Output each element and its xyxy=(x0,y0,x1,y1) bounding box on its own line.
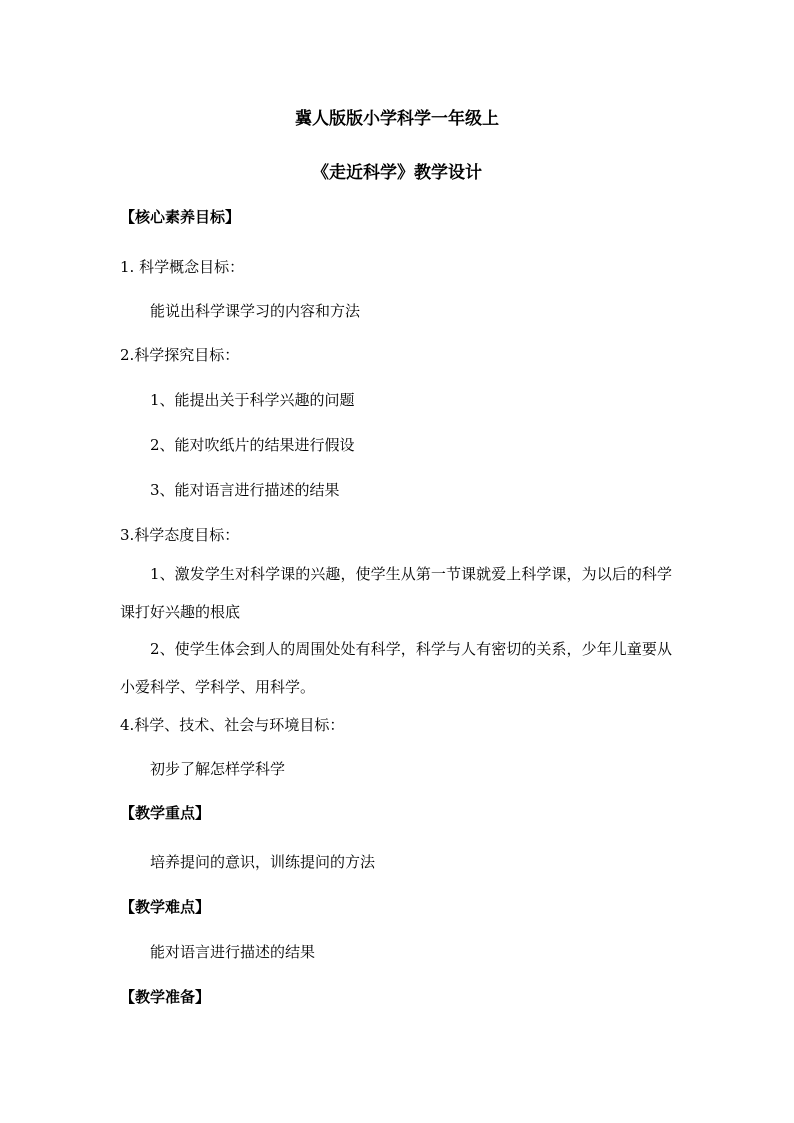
key-points-text: 培养提问的意识，训练提问的方法 xyxy=(150,853,376,871)
difficulties-text: 能对语言进行描述的结果 xyxy=(150,943,316,961)
item3-point-2: 2、使学生体会到人的周围处处有科学，科学与人有密切的关系，少年儿童要从小爱科学、学科学、用科学。 xyxy=(120,640,672,696)
item3-label: 3.科学态度目标： xyxy=(120,526,240,544)
item1-label: 1. 科学概念目标： xyxy=(120,258,245,276)
item3-point-1: 1、激发学生对科学课的兴趣，使学生从第一节课就爱上科学课，为以后的科学课打好兴趣的根底 xyxy=(120,565,672,621)
item2-point-1: 1、能提出关于科学兴趣的问题 xyxy=(150,391,355,409)
section-heading-core-goals: 【核心素养目标】 xyxy=(120,208,241,226)
section-heading-key-points: 【教学重点】 xyxy=(120,804,211,822)
item2-point-2: 2、能对吹纸片的结果进行假设 xyxy=(150,436,355,454)
item1-text: 能说出科学课学习的内容和方法 xyxy=(150,302,361,320)
item4-label: 4.科学、技术、社会与环境目标： xyxy=(120,716,345,734)
document-subtitle: 《走近科学》教学设计 xyxy=(312,163,482,183)
section-heading-preparation: 【教学准备】 xyxy=(120,988,211,1006)
section-heading-difficulties: 【教学难点】 xyxy=(120,898,211,916)
item4-text: 初步了解怎样学科学 xyxy=(150,760,286,778)
item2-label: 2.科学探究目标： xyxy=(120,346,240,364)
item2-point-3: 3、能对语言进行描述的结果 xyxy=(150,481,340,499)
document-title: 冀人版版小学科学一年级上 xyxy=(295,109,499,129)
